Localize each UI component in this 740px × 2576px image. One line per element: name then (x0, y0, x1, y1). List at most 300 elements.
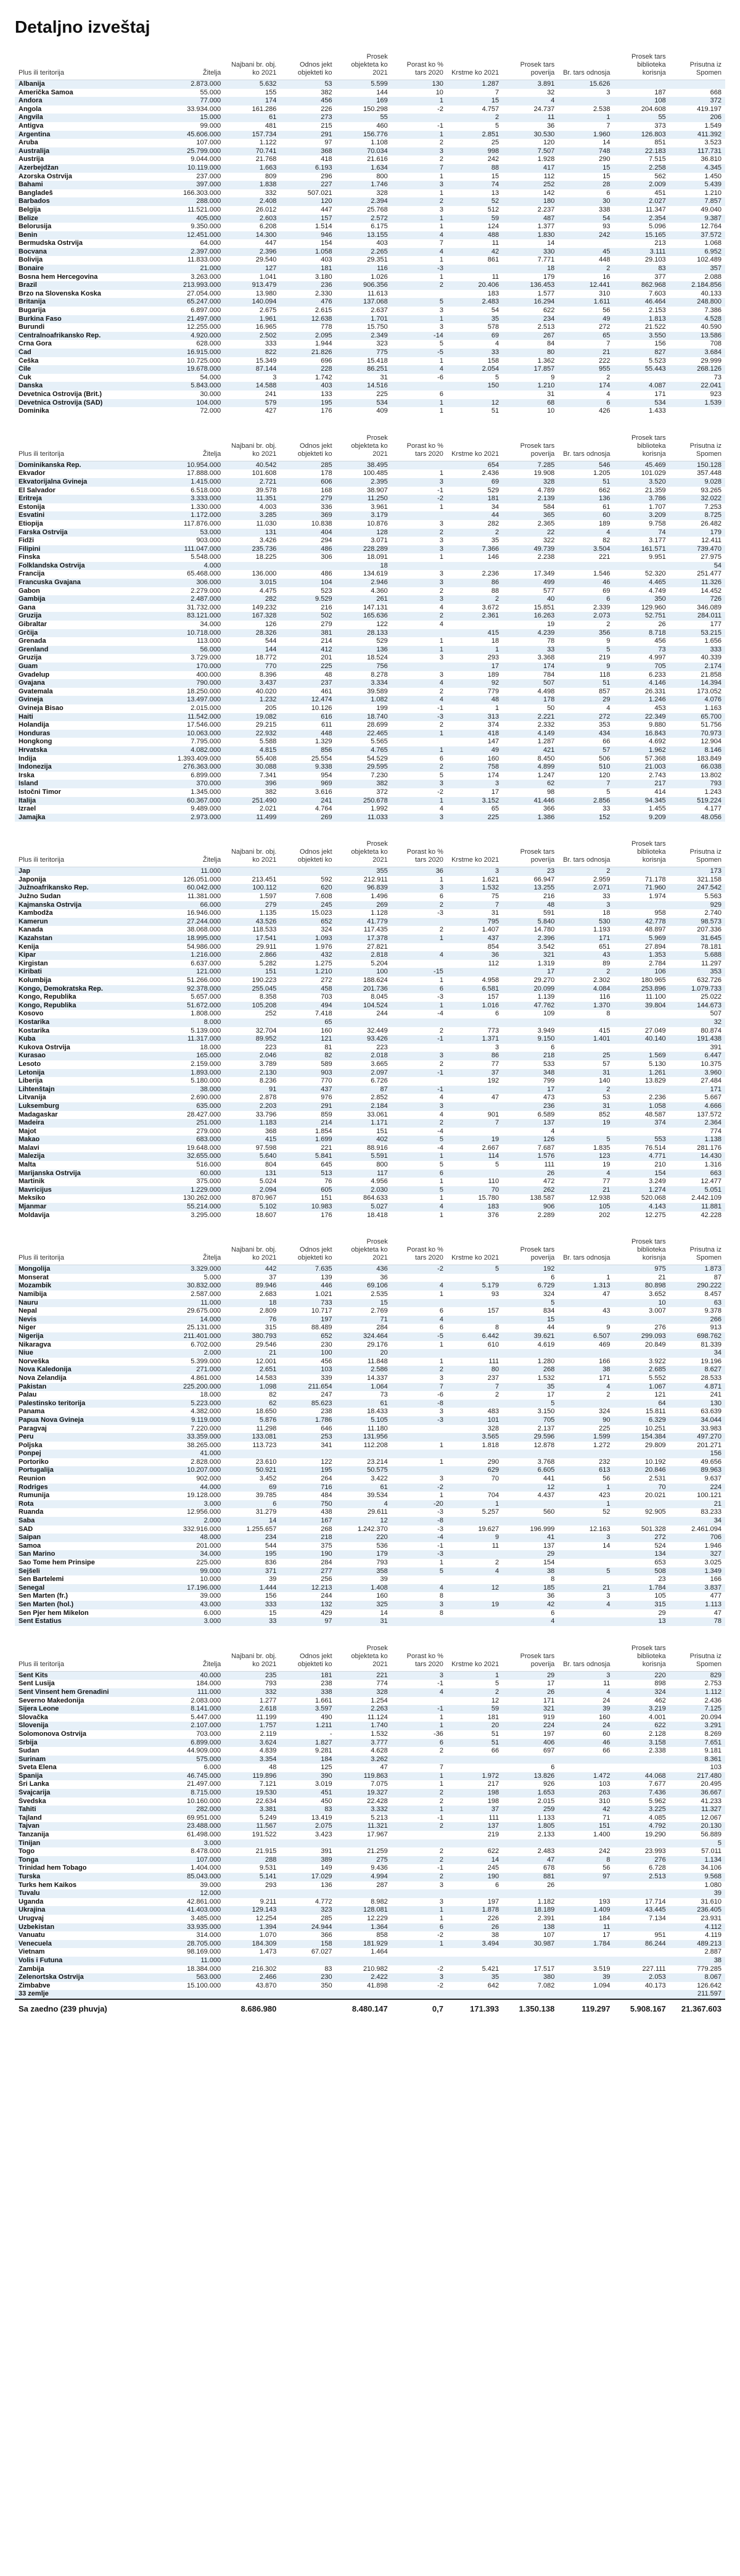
value-cell: 166 (599, 1357, 610, 1365)
table-row (15, 511, 725, 520)
table-row (15, 382, 725, 390)
table-row (15, 469, 725, 478)
value-cell: 456 (321, 1357, 332, 1365)
value-cell: 381 (280, 629, 335, 638)
table-row (15, 1923, 725, 1932)
country-name-cell: Gvajana (15, 679, 169, 688)
value-cell: 11.000 (169, 1957, 224, 1965)
value-cell: 244 (321, 1592, 332, 1600)
value-cell: 1 (558, 1500, 614, 1509)
value-cell: 39 (380, 1575, 388, 1583)
value-cell: 800 (376, 172, 388, 180)
value-cell: 18.524 (367, 654, 388, 662)
value-cell (558, 1550, 614, 1559)
table-row (15, 164, 725, 173)
table-row (15, 562, 725, 571)
value-cell: 1.229.000 (169, 1186, 224, 1195)
value-cell: 437 (447, 935, 503, 943)
value-cell: -4 (437, 1144, 443, 1152)
value-cell: 242 (487, 155, 500, 163)
value-cell: 10.207.000 (169, 1466, 224, 1475)
table-header-row (15, 840, 725, 867)
value-cell: 678 (543, 1864, 555, 1872)
value-cell: 3.494 (447, 1940, 503, 1949)
country-name-cell: Sao Tome hem Prinsipe (18, 1559, 95, 1566)
value-cell: 4 (503, 1617, 558, 1626)
table-row (15, 332, 725, 341)
value-cell: 15 (269, 1609, 277, 1617)
country-statistics-table (15, 434, 725, 822)
value-cell: 5.962 (649, 1797, 666, 1805)
value-cell: 7 (392, 1383, 447, 1392)
value-cell (336, 1990, 392, 1999)
value-cell: 267 (503, 332, 558, 341)
value-cell: 2.408 (224, 197, 280, 206)
value-cell (336, 1839, 392, 1848)
value-cell: 1.377 (537, 223, 555, 231)
value-cell: 779.285 (697, 1965, 722, 1973)
value-cell: 21.497.000 (169, 315, 224, 324)
value-cell: 546 (558, 461, 614, 469)
value-cell: 366 (321, 1931, 332, 1939)
value-cell: 25.554 (311, 754, 332, 762)
table-row (15, 1027, 725, 1036)
value-cell: 17.714 (645, 1897, 666, 1905)
value-cell: 411.392 (670, 131, 725, 139)
table-row (15, 1965, 725, 1974)
value-cell: 955 (558, 365, 614, 374)
value-cell: 774 (710, 1127, 722, 1135)
value-cell: 218 (503, 1052, 558, 1060)
value-cell: 100.485 (363, 469, 388, 477)
value-cell: 4 (392, 951, 447, 960)
country-name-cell: Burkina Faso (15, 315, 169, 324)
value-cell: 9.758 (649, 519, 666, 527)
value-cell: 1.928 (537, 155, 555, 163)
table-row (15, 131, 725, 139)
country-name-cell: Azorska Ostrvija (18, 172, 72, 180)
value-cell: 851 (654, 139, 666, 147)
table-row (15, 1316, 725, 1324)
value-cell (336, 1018, 392, 1027)
value-cell: 12.000 (169, 1889, 224, 1898)
value-cell: 3.177 (649, 537, 666, 545)
value-cell: 2.364 (670, 1119, 725, 1128)
value-cell: 184 (280, 1756, 335, 1764)
page-title: Detaljno izveštaj (15, 17, 150, 36)
value-cell: 2 (606, 1391, 610, 1399)
value-cell: 34.000 (200, 621, 221, 629)
value-cell: 1.182 (537, 1897, 555, 1905)
value-cell: 3 (392, 545, 447, 554)
value-cell: 166 (710, 1575, 722, 1583)
country-name-cell: Ruanda (18, 1508, 44, 1516)
value-cell: 7.515 (649, 155, 666, 163)
value-cell: 6.605 (503, 1466, 558, 1475)
value-cell: 181 (487, 1713, 500, 1721)
value-cell: 2.365 (537, 519, 555, 527)
column-header: Najbani br. obj. ko 2021 (224, 840, 280, 867)
country-name-cell: Volis i Futuna (15, 1957, 169, 1965)
value-cell: 144 (376, 88, 388, 96)
value-cell: 919 (543, 1713, 555, 1721)
value-cell: 4.757 (482, 105, 500, 113)
value-cell (614, 1349, 670, 1358)
country-name-cell: Togo (18, 1847, 35, 1856)
country-name-cell: Čile (15, 365, 169, 374)
column-header: Porast ko % tars 2020 (392, 434, 447, 461)
value-cell: 7 (606, 340, 610, 348)
value-cell: 11.499 (224, 814, 280, 822)
value-cell: 61 (336, 1484, 392, 1492)
country-name-cell: Meksiko (18, 1194, 46, 1202)
value-cell: 33.935.000 (169, 1923, 224, 1932)
value-cell: 447 (265, 239, 277, 247)
value-cell: 65 (491, 805, 500, 813)
value-cell: 279.000 (196, 1127, 221, 1135)
value-cell: 8.627 (670, 1366, 725, 1374)
value-cell: 1.275 (315, 959, 332, 967)
column-header: Br. tars odnosja (558, 434, 614, 461)
value-cell: 2.422 (336, 1973, 392, 1982)
value-cell: 3 (495, 1043, 500, 1051)
value-cell: 131 (224, 529, 280, 537)
value-cell: 40.590 (701, 323, 722, 331)
value-cell: 252 (265, 1010, 277, 1018)
value-cell: 139 (321, 1273, 332, 1281)
table-row (15, 298, 725, 307)
value-cell: 2.094 (224, 1186, 280, 1195)
value-cell: 157.734 (224, 131, 280, 139)
value-cell: 1 (447, 1671, 503, 1680)
value-cell: 1.707 (649, 503, 666, 511)
value-cell: 122 (321, 1458, 332, 1466)
value-cell: 1 (439, 1458, 443, 1466)
value-cell: 116 (336, 265, 392, 273)
value-cell: 3 (392, 595, 447, 604)
value-cell: 2.586 (336, 1366, 392, 1374)
value-cell: 1 (392, 315, 447, 324)
value-cell: 2.391 (537, 1914, 555, 1922)
value-cell: 2.818 (336, 951, 392, 960)
table-row (15, 1475, 725, 1484)
value-cell (447, 1764, 503, 1772)
value-cell: 4 (558, 1383, 614, 1392)
value-cell: 39.589 (367, 687, 388, 695)
value-cell: 2.030 (336, 1186, 392, 1195)
value-cell: 119.863 (336, 1772, 392, 1781)
value-cell: 1.243 (704, 788, 722, 796)
value-cell: 180 (503, 197, 558, 206)
value-cell: 2 (439, 155, 443, 163)
value-cell: 436 (336, 1265, 392, 1274)
value-cell: 211.654 (280, 1383, 335, 1392)
column-header: Krstme ko 2021 (447, 1238, 503, 1265)
value-cell: 237.000 (196, 172, 221, 180)
value-cell: 44.000 (169, 1484, 224, 1492)
value-cell: 255.045 (224, 985, 280, 994)
value-cell: 151 (321, 1194, 332, 1202)
value-cell: 704 (487, 1492, 500, 1500)
country-name-cell: Nauru (15, 1299, 169, 1308)
value-cell: 5.523 (649, 357, 666, 365)
value-cell: 8.000 (169, 1018, 224, 1027)
value-cell: 137 (543, 1542, 555, 1550)
value-cell: 8.141.000 (169, 1705, 224, 1714)
value-cell: 36.667 (670, 1789, 725, 1798)
value-cell: 21.826 (280, 349, 335, 357)
table-row (15, 1847, 725, 1856)
value-cell: 100.121 (697, 1492, 722, 1500)
value-cell: 19 (558, 1119, 614, 1128)
value-cell: 14 (602, 139, 610, 147)
country-name-cell: Sen Pjer hem Mikelon (18, 1609, 89, 1617)
value-cell: 1.108 (371, 139, 388, 147)
value-cell: 958 (654, 909, 666, 917)
value-cell: 799 (543, 1077, 555, 1085)
table-row (15, 909, 725, 918)
value-cell: 1.370 (558, 1002, 614, 1010)
column-header: Najbani br. obj. ko 2021 (224, 1645, 280, 1672)
value-cell: 6 (558, 595, 614, 604)
country-name-cell: Nova Kaledonija (15, 1366, 169, 1374)
value-cell: 30.832.000 (169, 1282, 224, 1290)
value-cell: 35 (503, 1383, 558, 1392)
value-cell: 350 (321, 1981, 332, 1989)
table-row (15, 646, 725, 654)
value-cell (224, 1889, 280, 1898)
value-cell: 4.437 (537, 1492, 555, 1500)
value-cell: 1.514 (315, 223, 332, 231)
value-cell: 18.650 (255, 1408, 277, 1416)
value-cell: 226 (487, 1914, 500, 1922)
value-cell: 1.407 (482, 926, 500, 934)
value-cell: 48.587 (645, 1110, 666, 1118)
value-cell: 560 (543, 1508, 555, 1516)
value-cell: 28.533 (701, 1374, 722, 1382)
column-header: Prisutna iz Spomen (670, 1645, 725, 1672)
value-cell: 3 (606, 88, 610, 96)
value-cell: 2.332 (537, 721, 555, 729)
country-name-cell: Trinidad hem Tobago (18, 1864, 87, 1872)
value-cell: 3.333.000 (169, 495, 224, 503)
value-cell: 415 (599, 1026, 610, 1034)
value-cell: 770 (321, 1077, 332, 1085)
value-cell: 7 (606, 122, 610, 130)
value-cell: 5.399.000 (191, 1357, 221, 1365)
value-cell: 22.428 (367, 1797, 388, 1805)
value-cell: 1 (439, 172, 443, 180)
value-cell: 1.960 (558, 131, 614, 139)
value-cell: 403 (376, 239, 388, 247)
value-cell: 10.954.000 (169, 461, 224, 469)
value-cell: 276.363.000 (169, 763, 224, 772)
value-cell: 793 (670, 780, 725, 788)
value-cell: 346.089 (697, 603, 722, 611)
value-cell: 238 (321, 1408, 332, 1416)
value-cell: 293 (487, 654, 500, 662)
value-cell: 33 (224, 1617, 280, 1626)
value-cell: 46.464 (614, 298, 670, 307)
value-cell: 130 (392, 80, 447, 89)
value-cell: 502 (280, 612, 335, 621)
value-cell: 86 (447, 579, 503, 587)
value-cell: 2.531 (649, 1475, 666, 1483)
total-value-cell: 21.367.603 (670, 1999, 725, 2016)
value-cell (558, 1559, 614, 1567)
value-cell: 11.881 (670, 1203, 725, 1212)
value-cell (447, 1617, 503, 1626)
value-cell: 56 (602, 307, 610, 315)
country-name-cell: Ekvador (18, 469, 46, 477)
value-cell: 20.406 (447, 281, 503, 290)
value-cell: 156 (654, 340, 666, 348)
value-cell: 10.063.000 (169, 730, 224, 738)
column-header: Odnos jekt objekteti ko (280, 53, 335, 80)
value-cell: 235 (224, 1671, 280, 1680)
value-cell: 220 (336, 1534, 392, 1542)
value-cell: 195 (280, 399, 335, 408)
value-cell: 107 (543, 1931, 555, 1939)
value-cell: 1.549 (704, 122, 722, 130)
table-row (15, 1617, 725, 1626)
value-cell: 103 (599, 1780, 610, 1788)
value-cell (503, 1957, 558, 1965)
value-cell: 69 (224, 1484, 280, 1492)
value-cell: 790.000 (169, 679, 224, 688)
value-cell: 5 (503, 1400, 558, 1408)
value-cell: 212.911 (363, 875, 388, 883)
value-cell: 77.000 (169, 97, 224, 105)
value-cell: 1.171 (336, 1119, 392, 1128)
country-name-cell: Kiribati (15, 968, 169, 976)
value-cell: 1.450 (704, 172, 722, 180)
value-cell: 668 (710, 88, 722, 96)
value-cell (558, 1299, 614, 1308)
value-cell: 1 (439, 1194, 443, 1202)
value-cell: 1.058 (280, 248, 335, 257)
value-cell: 6 (495, 1881, 500, 1889)
value-cell: 473 (543, 1094, 555, 1102)
value-cell: 622 (487, 1847, 500, 1856)
value-cell: 2.107.000 (169, 1722, 224, 1730)
value-cell: 287 (376, 1881, 388, 1889)
value-cell: 219 (487, 1831, 500, 1839)
value-cell: 429 (321, 1609, 332, 1617)
value-cell: 31 (336, 1617, 392, 1626)
value-cell: 57.368 (645, 754, 666, 762)
value-cell: 57.011 (701, 1847, 722, 1856)
country-name-cell: Sent Estatius (15, 1617, 169, 1626)
value-cell: 793 (265, 1680, 277, 1688)
value-cell: 17.857 (503, 365, 558, 374)
country-name-cell: Sveta Elena (18, 1764, 57, 1772)
value-cell: 793 (376, 1559, 388, 1566)
value-cell: 1 (439, 1178, 443, 1186)
value-cell: 341 (321, 1441, 332, 1449)
value-cell: 15.418 (367, 357, 388, 365)
value-cell: 415 (224, 1136, 280, 1144)
value-cell: 150.298 (363, 105, 388, 113)
table-row (15, 553, 725, 562)
value-cell: 606 (280, 478, 335, 487)
value-cell: 2 (447, 595, 503, 604)
value-cell (614, 1010, 670, 1018)
value-cell: 13.419 (311, 1814, 332, 1822)
value-cell: 214 (321, 637, 332, 645)
value-cell: 152 (558, 814, 614, 822)
value-cell: 4 (392, 1316, 447, 1324)
value-cell: 19.648.000 (187, 1144, 221, 1152)
country-name-cell: Švedska (18, 1797, 46, 1805)
value-cell: 31.610 (701, 1897, 722, 1905)
value-cell: 3.891 (503, 80, 558, 89)
value-cell: 38.495 (336, 461, 392, 469)
value-cell: 72.000 (200, 407, 221, 415)
table-row (15, 1982, 725, 1991)
value-cell: 51 (491, 407, 500, 415)
value-cell: 328 (336, 1688, 392, 1697)
value-cell: 1.070 (259, 1931, 277, 1939)
country-statistics-table (15, 840, 725, 1220)
value-cell: 263 (558, 1789, 614, 1798)
column-header: Odnos jekt objekteti ko (280, 1645, 335, 1672)
value-cell: 13 (491, 189, 500, 197)
value-cell: 4 (606, 390, 610, 398)
country-name-cell: Turks hem Kaikos (18, 1881, 76, 1889)
value-cell: 12.411 (701, 537, 722, 545)
value-cell: 51 (558, 679, 614, 688)
value-cell: 160 (321, 1026, 332, 1034)
value-cell: 56.889 (701, 1831, 722, 1839)
value-cell: 119.896 (224, 1772, 280, 1781)
value-cell: 44 (547, 1324, 555, 1332)
value-cell: 242 (558, 231, 614, 240)
value-cell: 118 (599, 671, 610, 679)
value-cell: 38 (670, 1957, 725, 1965)
value-cell: 29.215 (255, 721, 277, 729)
value-cell: 195 (224, 1550, 280, 1559)
value-cell: 3 (447, 780, 503, 788)
value-cell: 279 (321, 621, 332, 629)
value-cell: 1 (439, 637, 443, 645)
value-cell: 483 (487, 1408, 500, 1416)
country-name-cell: Sent Kits (15, 1671, 169, 1680)
table-row (15, 570, 725, 579)
value-cell: 7 (558, 780, 614, 788)
value-cell: 516.000 (196, 1161, 221, 1169)
value-cell: 6.899.000 (169, 1739, 224, 1748)
value-cell: 235.736 (224, 545, 280, 554)
value-cell: 18.250.000 (187, 687, 221, 695)
value-cell: 529 (376, 637, 388, 645)
value-cell: 3 (273, 373, 277, 381)
value-cell: 462 (654, 1696, 666, 1704)
country-name-cell: SAD (18, 1525, 33, 1533)
value-cell: 211.597 (670, 1990, 725, 1999)
value-cell: -36 (434, 1730, 443, 1738)
value-cell: 17.888.000 (187, 469, 221, 477)
value-cell: 157 (280, 215, 335, 223)
value-cell: 13.980 (255, 289, 277, 297)
value-cell: 2.809 (259, 1307, 277, 1315)
value-cell: 5 (606, 788, 610, 796)
value-cell: 38.000 (169, 1086, 224, 1094)
value-cell: 71 (336, 1316, 392, 1324)
value-cell: 332.916.000 (183, 1525, 221, 1533)
value-cell: 3 (392, 1973, 447, 1982)
country-name-cell: Centralnoafrikansko Rep. (15, 332, 169, 341)
